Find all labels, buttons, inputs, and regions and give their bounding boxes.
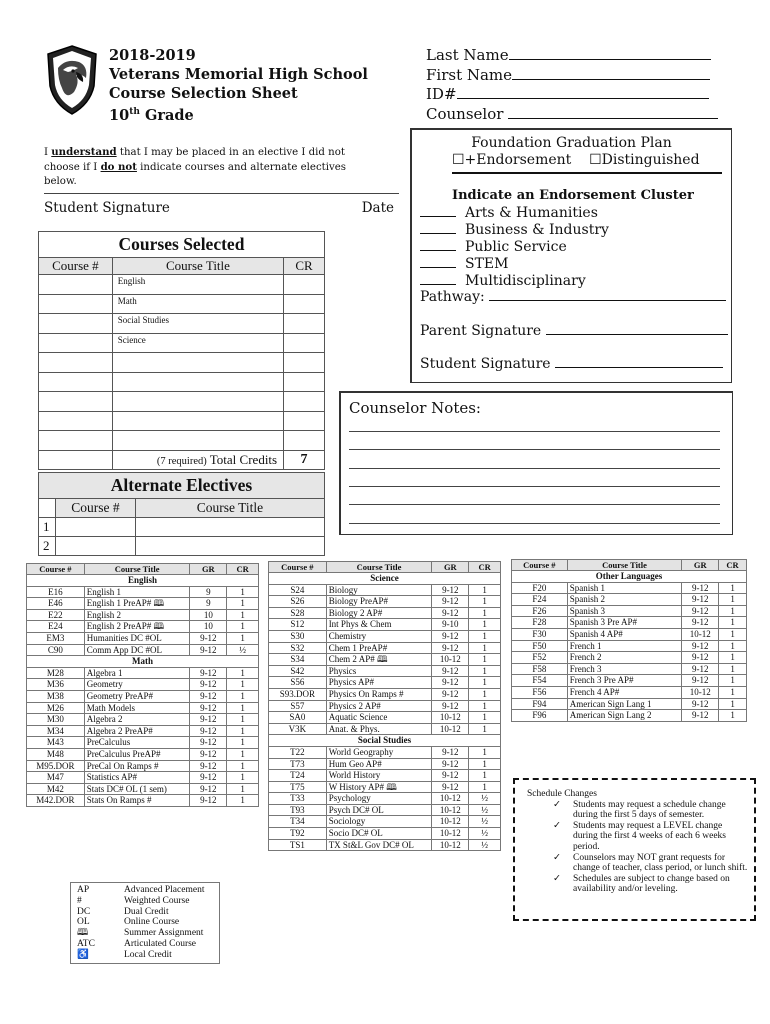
section-header: Math — [27, 656, 259, 668]
section-header: Science — [269, 573, 501, 585]
courses-selected-table: Courses Selected Course # Course Title CR English Math Social Studies Science (7 required) Total Credits 7 — [38, 231, 325, 470]
course-row: M42 Stats DC# OL (1 sem) 9-12 1 — [27, 783, 259, 795]
legend-item: ATC Articulated Course — [77, 938, 197, 949]
student-signature-field[interactable]: Student Signature — [420, 356, 723, 372]
alternate-electives-title: Alternate Electives — [39, 473, 325, 499]
course-row: S56 Physics AP# 9-12 1 — [269, 677, 501, 689]
foundation-title: Foundation Graduation Plan — [471, 135, 672, 151]
course-row — [39, 392, 325, 412]
last-name-field[interactable] — [509, 46, 711, 60]
counselor-label: Counselor — [426, 104, 504, 123]
course-catalog-languages — [511, 559, 747, 722]
course-row: M26 Math Models 9-12 1 — [27, 702, 259, 714]
course-row: M38 Geometry PreAP# 9-12 1 — [27, 690, 259, 702]
column-header: Course Title — [326, 562, 432, 573]
signature-labels — [44, 200, 394, 216]
acknowledgement-text: I understand that I may be placed in an elective I did not choose if I do not indicate courses and alternate electives below. — [44, 146, 347, 187]
total-credits-row: (7 required) Total Credits 7 — [39, 450, 325, 470]
schedule-changes-box — [513, 778, 756, 921]
sheet-title: Course Selection Sheet — [109, 85, 298, 102]
school-year: 2018-2019 — [109, 47, 196, 64]
schedule-item: ✓ Students may request a LEVEL change during the first 4 weeks of each 6 weeks period. — [527, 821, 748, 853]
course-row: T92 Socio DC# OL 10-12 ½ — [269, 828, 501, 840]
course-row: S12 Int Phys & Chem 9-10 1 — [269, 619, 501, 631]
course-row: M48 PreCalculus PreAP# 9-12 1 — [27, 748, 259, 760]
course-row: Math — [39, 294, 325, 314]
course-row: M95.DOR PreCal On Ramps # 9-12 1 — [27, 760, 259, 772]
course-row: S28 Biology 2 AP# 9-12 1 — [269, 607, 501, 619]
abbreviation-legend — [70, 882, 220, 964]
legend-item: AP Advanced Placement — [77, 885, 205, 895]
legend-item: # Weighted Course — [77, 895, 190, 906]
course-row: M42.DOR Stats On Ramps # 9-12 1 — [27, 795, 259, 807]
alternate-electives-table: Alternate Electives Course # Course Title 1 2 — [38, 472, 325, 556]
course-row: T75 W History AP# 🕮 9-12 1 — [269, 781, 501, 793]
plan-options[interactable]: ☐+Endorsement ☐Distinguished — [452, 152, 700, 168]
section-header: English — [27, 575, 259, 587]
course-row: S57 Physics 2 AP# 9-12 1 — [269, 700, 501, 712]
foundation-plan-box — [410, 128, 732, 383]
column-header: Course # — [512, 560, 568, 571]
counselor-notes-label: Counselor Notes: — [349, 399, 481, 417]
course-row: Science — [39, 333, 325, 353]
school-name: Veterans Memorial High School — [109, 66, 368, 83]
id-field[interactable] — [457, 85, 709, 99]
course-row: EM3 Humanities DC #OL 9-12 1 — [27, 632, 259, 644]
cluster-stem[interactable]: STEM — [420, 256, 508, 272]
course-row: T22 World Geography 9-12 1 — [269, 746, 501, 758]
section-header: Other Languages — [512, 571, 747, 583]
course-row: S24 Biology 9-12 1 — [269, 584, 501, 596]
student-info — [426, 46, 718, 124]
legend-item: OL Online Course — [77, 917, 180, 928]
id-label: ID# — [426, 85, 457, 103]
course-row: S93.DOR Physics On Ramps # 9-12 1 — [269, 688, 501, 700]
course-row: F56 French 4 AP# 10-12 1 — [512, 686, 747, 698]
column-header: CR — [469, 562, 501, 573]
course-row: F30 Spanish 4 AP# 10-12 1 — [512, 628, 747, 640]
column-header: GR — [682, 560, 719, 571]
column-header: Course Title — [84, 564, 190, 575]
checkmark-icon: ✓ — [553, 852, 561, 863]
cluster-multidisciplinary[interactable]: Multidisciplinary — [420, 273, 586, 289]
course-row: F94 American Sign Lang 1 9-12 1 — [512, 698, 747, 710]
courses-selected-title: Courses Selected — [39, 232, 325, 258]
first-name-field[interactable] — [512, 66, 710, 80]
checkmark-icon: ✓ — [553, 873, 561, 884]
grade-label: 10th Grade — [109, 106, 194, 124]
course-row: S34 Chem 2 AP# 🕮 10-12 1 — [269, 654, 501, 666]
course-row: V3K Anat. & Phys. 10-12 1 — [269, 723, 501, 735]
cluster-arts[interactable]: Arts & Humanities — [420, 205, 598, 221]
cluster-business[interactable]: Business & Industry — [420, 222, 609, 238]
course-row: E46 English 1 PreAP# 🕮 9 1 — [27, 598, 259, 610]
course-row: C90 Comm App DC #OL 9-12 ½ — [27, 644, 259, 656]
course-row: T34 Sociology 10-12 ½ — [269, 816, 501, 828]
column-header: Course # — [27, 564, 85, 575]
course-row: E16 English 1 9 1 — [27, 586, 259, 598]
column-header: Course # — [269, 562, 327, 573]
schedule-item: ✓ Students may request a schedule change during the first 5 days of semester. — [527, 800, 748, 821]
course-row: F26 Spanish 3 9-12 1 — [512, 605, 747, 617]
course-row — [39, 372, 325, 392]
counselor-notes-box[interactable] — [339, 391, 733, 535]
legend-item: ♿ Local Credit — [77, 949, 172, 960]
course-row: T33 Psychology 10-12 ½ — [269, 793, 501, 805]
course-row — [39, 411, 325, 431]
course-row: F20 Spanish 1 9-12 1 — [512, 582, 747, 594]
first-name-label: First Name — [426, 65, 513, 84]
course-row: M36 Geometry 9-12 1 — [27, 679, 259, 691]
checkmark-icon: ✓ — [553, 820, 561, 831]
course-row: M47 Statistics AP# 9-12 1 — [27, 772, 259, 784]
course-row: F24 Spanish 2 9-12 1 — [512, 594, 747, 606]
checkmark-icon: ✓ — [553, 799, 561, 810]
schedule-item: ✓ Schedules are subject to change based on availability and/or leveling. — [527, 874, 748, 895]
alternate-row: 2 — [39, 537, 325, 556]
course-catalog-science-social — [268, 561, 501, 851]
course-catalog-english-math — [26, 563, 259, 807]
legend-item: DC Dual Credit — [77, 906, 169, 917]
column-header: CR — [227, 564, 259, 575]
legend-item: 🕮 Summer Assignment — [77, 928, 204, 939]
cluster-title: Indicate an Endorsement Cluster — [452, 188, 694, 203]
section-header: Social Studies — [269, 735, 501, 747]
column-header: CR — [719, 560, 747, 571]
column-header: GR — [432, 562, 469, 573]
alternate-row: 1 — [39, 518, 325, 537]
course-row: E22 English 2 10 1 — [27, 609, 259, 621]
course-row: TS1 TX St&L Gov DC# OL 10-12 ½ — [269, 839, 501, 851]
column-header: GR — [190, 564, 227, 575]
course-row: F54 French 3 Pre AP# 9-12 1 — [512, 675, 747, 687]
course-row: S30 Chemistry 9-12 1 — [269, 630, 501, 642]
date-label: Date — [361, 200, 394, 216]
course-row: M28 Algebra 1 9-12 1 — [27, 667, 259, 679]
pathway-field[interactable]: Pathway: — [420, 289, 726, 305]
course-row: T93 Psych DC# OL 10-12 ½ — [269, 804, 501, 816]
last-name-label: Last Name — [426, 46, 509, 64]
student-signature-label: Student Signature — [44, 200, 170, 216]
course-row: SA0 Aquatic Science 10-12 1 — [269, 712, 501, 724]
school-logo — [46, 44, 98, 116]
course-row: F96 American Sign Lang 2 9-12 1 — [512, 710, 747, 722]
header-block — [109, 46, 368, 125]
column-header: Course Title — [567, 560, 682, 571]
course-row: T24 World History 9-12 1 — [269, 770, 501, 782]
course-row: Social Studies — [39, 314, 325, 334]
course-row: M30 Algebra 2 9-12 1 — [27, 714, 259, 726]
student-signature-line[interactable] — [44, 193, 399, 194]
course-row — [39, 431, 325, 451]
course-row: M43 PreCalculus 9-12 1 — [27, 737, 259, 749]
course-row: S26 Biology PreAP# 9-12 1 — [269, 596, 501, 608]
course-row: S32 Chem 1 PreAP# 9-12 1 — [269, 642, 501, 654]
course-row — [39, 353, 325, 373]
course-row: T73 Hum Geo AP# 9-12 1 — [269, 758, 501, 770]
schedule-item: ✓ Counselors may NOT grant requests for change of teacher, class period, or lunch shift. — [527, 853, 748, 874]
counselor-field[interactable] — [508, 105, 718, 119]
course-row: F52 French 2 9-12 1 — [512, 652, 747, 664]
course-row: English — [39, 275, 325, 295]
course-row: M34 Algebra 2 PreAP# 9-12 1 — [27, 725, 259, 737]
course-row: S42 Physics 9-12 1 — [269, 665, 501, 677]
course-row: F50 French 1 9-12 1 — [512, 640, 747, 652]
parent-signature-field[interactable]: Parent Signature — [420, 323, 728, 339]
schedule-title: Schedule Changes — [527, 789, 597, 799]
cluster-public-service[interactable]: Public Service — [420, 239, 567, 255]
course-row: E24 English 2 PreAP# 🕮 10 1 — [27, 621, 259, 633]
course-row: F58 French 3 9-12 1 — [512, 663, 747, 675]
course-row: F28 Spanish 3 Pre AP# 9-12 1 — [512, 617, 747, 629]
